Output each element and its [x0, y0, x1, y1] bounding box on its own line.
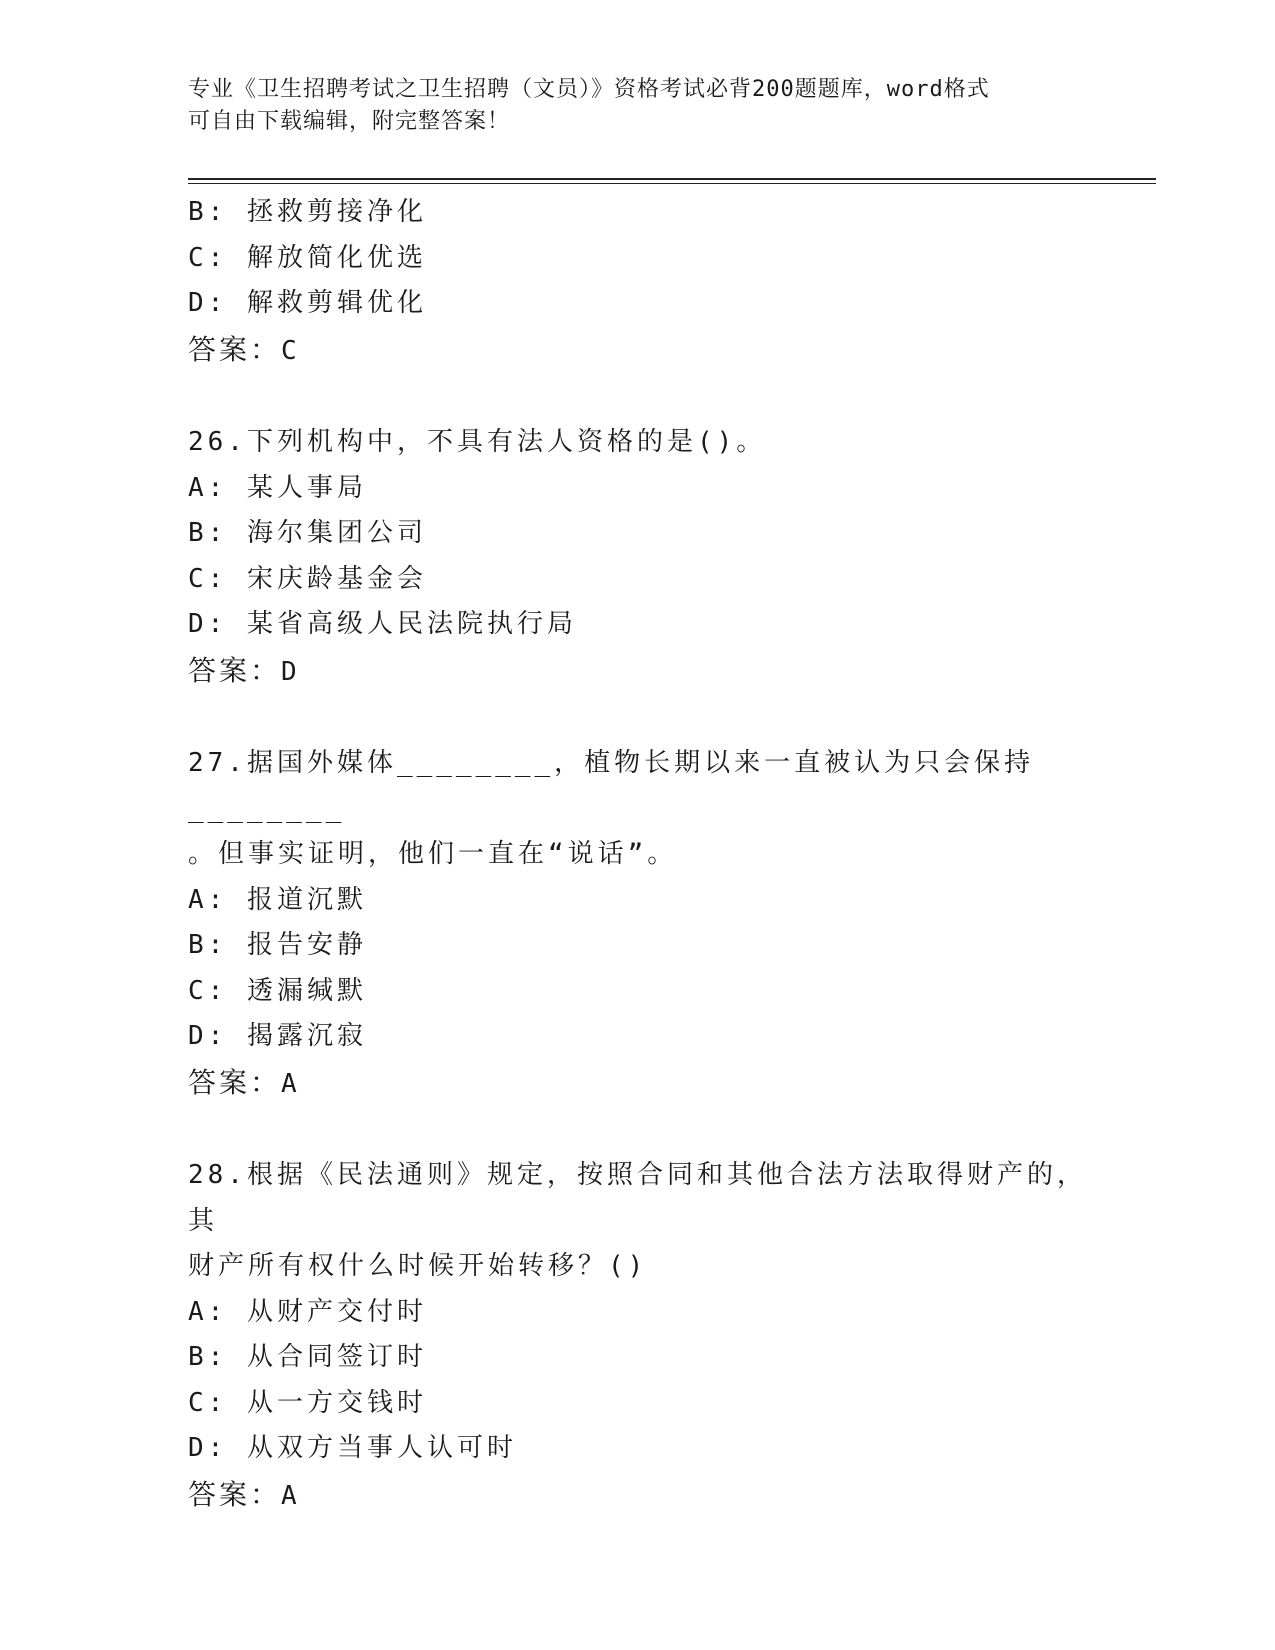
- header-divider: [188, 178, 1156, 184]
- option-c: C: 透漏缄默: [188, 975, 367, 1006]
- answer-label: 答案：: [188, 332, 282, 366]
- option-d: D: 解救剪辑优化: [188, 288, 427, 318]
- answer-value: A: [281, 1480, 300, 1511]
- option-a: A: 报道沉默: [188, 884, 367, 915]
- answer-value: D: [281, 656, 300, 687]
- option-b: B: 拯救剪接净化: [188, 197, 427, 227]
- question-stem: 26.下列机构中，不具有法人资格的是()。: [188, 427, 767, 457]
- option-c: C: 宋庆龄基金会: [188, 563, 427, 594]
- option-b: B: 从合同签订时: [188, 1342, 427, 1372]
- option-a: A: 某人事局: [188, 472, 367, 503]
- spacer: [188, 1107, 1088, 1153]
- question-stem-line-2: 。但事实证明，他们一直在“说话”。: [188, 839, 678, 869]
- answer-line: [188, 327, 1088, 375]
- header-line-2: 可自由下载编辑，附完整答案！: [188, 109, 511, 134]
- option-b: B: 报告安静: [188, 930, 367, 960]
- answer-line: [188, 648, 1088, 696]
- option-d: D: 揭露沉寂: [188, 1021, 367, 1051]
- answer-value: C: [281, 335, 300, 366]
- header-line-1: 专业《卫生招聘考试之卫生招聘（文员）》资格考试必背200题题库，word格式: [188, 77, 990, 102]
- question-stem-line-2: 财产所有权什么时候开始转移？(): [188, 1251, 648, 1281]
- document-header: [188, 74, 1088, 138]
- question-stem-line-1: 28.根据《民法通则》规定，按照合同和其他合法方法取得财产的，其: [188, 1160, 1087, 1236]
- question-block-27: [188, 741, 1088, 1107]
- answer-label: 答案：: [188, 1065, 282, 1099]
- answer-label: 答案：: [188, 653, 282, 687]
- option-d: D: 从双方当事人认可时: [188, 1433, 517, 1463]
- question-block-28: [188, 1153, 1088, 1519]
- option-a: A: 从财产交付时: [188, 1296, 427, 1327]
- question-stem-line-1: 27.据国外媒体________，植物长期以来一直被认为只会保持________: [188, 748, 1035, 824]
- spacer: [188, 374, 1088, 420]
- answer-value: A: [281, 1068, 300, 1099]
- answer-line: [188, 1472, 1088, 1520]
- answer-label: 答案：: [188, 1477, 282, 1511]
- question-block-26: [188, 420, 1088, 695]
- spacer: [188, 695, 1088, 741]
- option-d: D: 某省高级人民法院执行局: [188, 609, 577, 639]
- question-list: [188, 190, 1088, 1519]
- option-b: B: 海尔集团公司: [188, 518, 427, 548]
- question-block-prev: [188, 190, 1088, 374]
- option-c: C: 解放简化优选: [188, 242, 427, 273]
- option-c: C: 从一方交钱时: [188, 1387, 427, 1418]
- answer-line: [188, 1060, 1088, 1108]
